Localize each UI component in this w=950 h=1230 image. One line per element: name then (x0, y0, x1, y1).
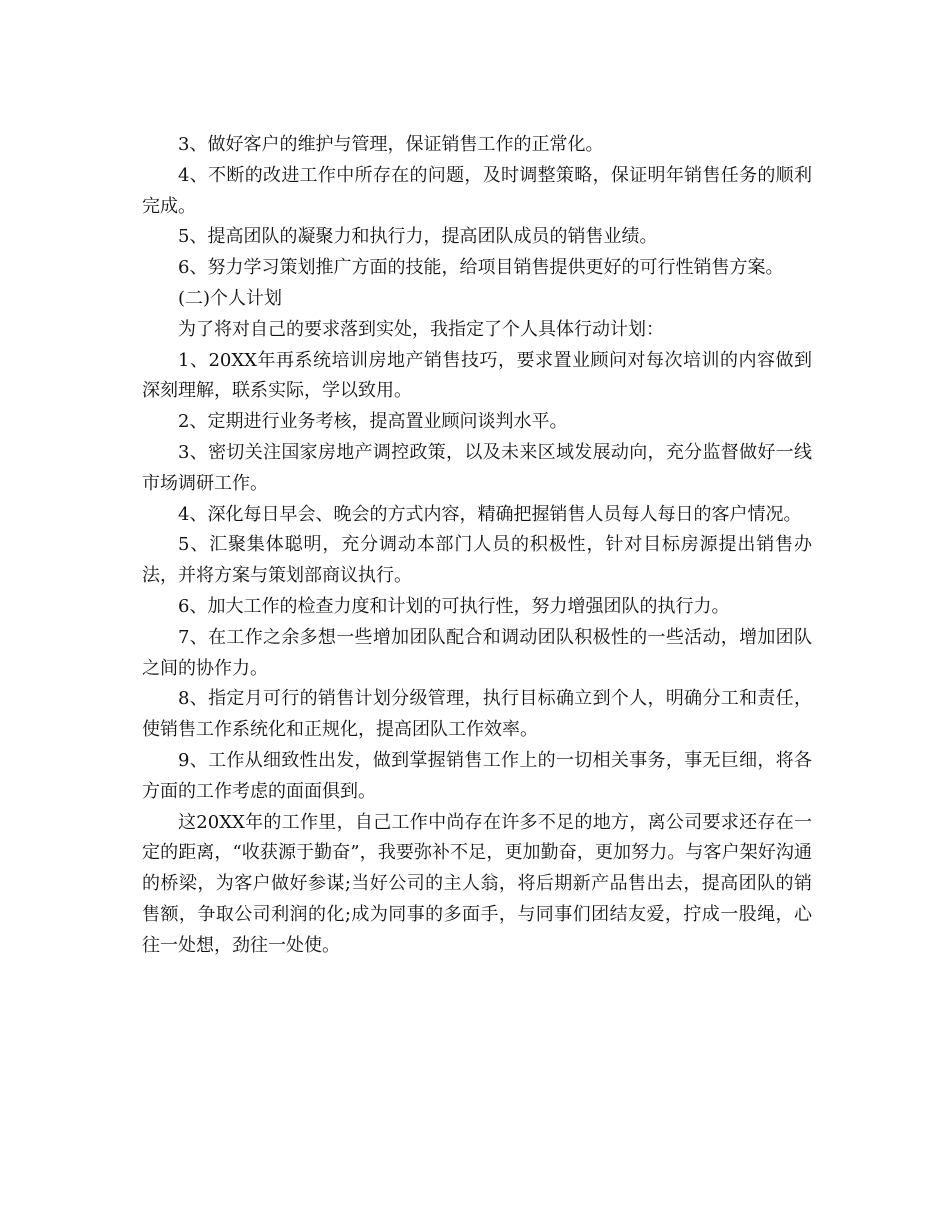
plan-item-8: 8、指定月可行的销售计划分级管理，执行目标确立到个人，明确分工和责任，使销售工作系统化和正规化，提高团队工作效率。 (142, 688, 812, 741)
closing-paragraph: 这20XX年的工作里，自己工作中尚存在许多不足的地方，离公司要求还存在一定的距离，“收获源于勤奋”，我要弥补不足，更加勤奋，更加努力。与客户架好沟通的桥梁，为客户做好参谋;当好公司的主人翁，将后期新产品售出去，提高团队的销售额，争取公司利润的化;成为同事的多面手，与同事们团结友爱，拧成一股绳，心往一处想，劲往一处使。 (142, 811, 812, 956)
plan-item-1: 1、20XX年再系统培训房地产销售技巧，要求置业顾问对每次培训的内容做到深刻理解，联系实际，学以致用。 (142, 349, 812, 402)
plan-item-9: 9、工作从细致性出发，做到掌握销售工作上的一切相关事务，事无巨细，将各方面的工作考虑的面面俱到。 (142, 749, 812, 802)
section-heading-personal-plan: (二)个人计划 (178, 287, 283, 309)
paragraph-item-4: 4、不断的改进工作中所存在的问题，及时调整策略，保证明年销售任务的顺利完成。 (142, 164, 812, 217)
plan-item-6: 6、加大工作的检查力度和计划的可执行性，努力增强团队的执行力。 (178, 595, 730, 617)
plan-item-7: 7、在工作之余多想一些增加团队配合和调动团队积极性的一些活动，增加团队之间的协作力。 (142, 626, 812, 679)
paragraph-item-3: 3、做好客户的维护与管理，保证销售工作的正常化。 (178, 134, 604, 155)
plan-item-3: 3、密切关注国家房地产调控政策，以及未来区域发展动向，充分监督做好一线市场调研工作。 (142, 441, 812, 494)
paragraph-item-6: 6、努力学习策划推广方面的技能，给项目销售提供更好的可行性销售方案。 (178, 257, 784, 279)
paragraph-item-5: 5、提高团队的凝聚力和执行力，提高团队成员的销售业绩。 (178, 226, 658, 248)
plan-intro: 为了将对自己的要求落到实处，我指定了个人具体行动计划： (178, 318, 664, 340)
plan-item-4: 4、深化每日早会、晚会的方式内容，精确把握销售人员每人每日的客户情况。 (178, 503, 802, 525)
document-body (142, 130, 812, 962)
plan-item-2: 2、定期进行业务考核，提高置业顾问谈判水平。 (178, 411, 568, 433)
plan-item-5: 5、汇聚集体聪明，充分调动本部门人员的积极性，针对目标房源提出销售办法，并将方案与策划部商议执行。 (142, 534, 812, 587)
